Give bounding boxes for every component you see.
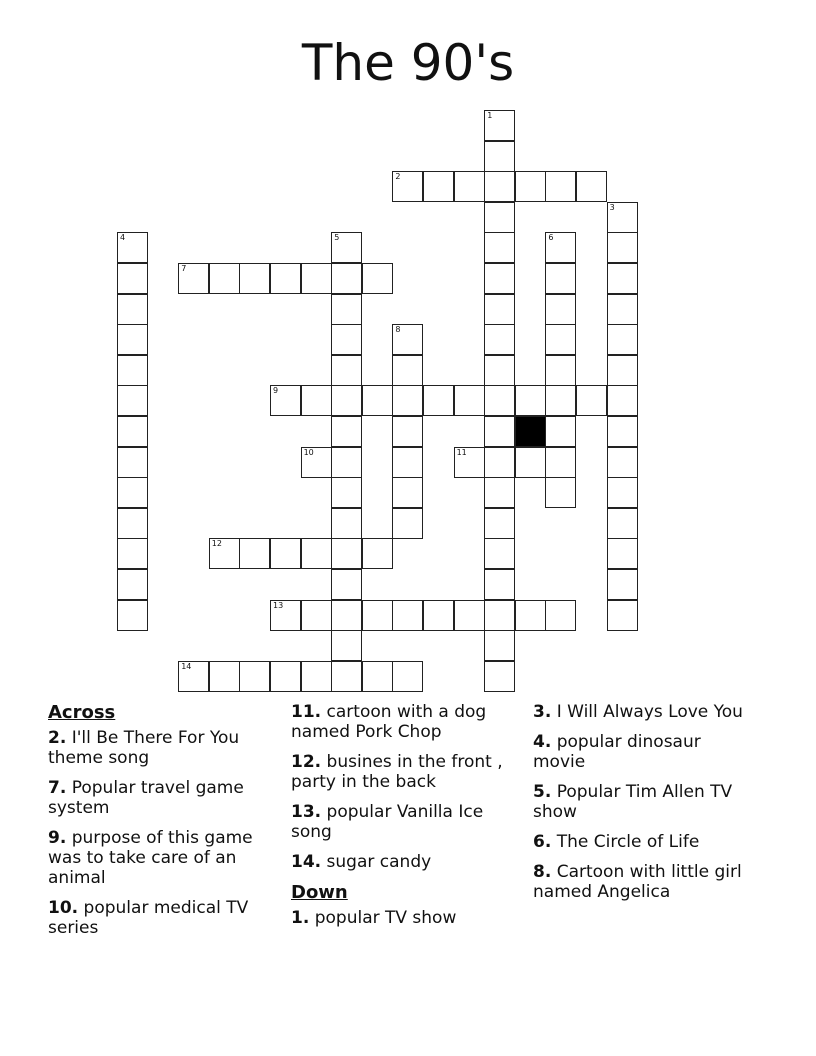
grid-cell[interactable]: [392, 600, 423, 631]
grid-cell[interactable]: [178, 661, 209, 692]
grid-cell[interactable]: [515, 600, 546, 631]
grid-cell[interactable]: [515, 447, 546, 478]
grid-cell[interactable]: [117, 416, 148, 447]
grid-cell[interactable]: [209, 538, 240, 569]
clue-number: 10: [303, 447, 314, 457]
grid-cell[interactable]: [484, 416, 515, 447]
grid-cell[interactable]: [301, 385, 332, 416]
clue-across-12: 12. busines in the front , party in the back: [291, 752, 503, 792]
grid-cell[interactable]: [392, 661, 423, 692]
grid-cell[interactable]: [607, 508, 638, 539]
grid-cell[interactable]: [270, 538, 301, 569]
grid-cell[interactable]: [607, 416, 638, 447]
grid-cell[interactable]: [515, 171, 546, 202]
clue-down-8: 8. Cartoon with little girl named Angelica: [533, 862, 742, 902]
clue-down-6: 6. The Circle of Life: [533, 832, 700, 852]
clue-down-3: 3. I Will Always Love You: [533, 702, 743, 722]
clue-across-7: 7. Popular travel game system: [48, 778, 244, 818]
grid-cell[interactable]: [331, 600, 362, 631]
grid-cell[interactable]: [117, 385, 148, 416]
grid-cell[interactable]: [423, 600, 454, 631]
grid-cell[interactable]: [484, 508, 515, 539]
clue-number: 3: [609, 202, 615, 212]
grid-cell[interactable]: [209, 661, 240, 692]
page-title: The 90's: [301, 34, 515, 92]
clues-column-1: [48, 702, 273, 948]
grid-cell[interactable]: [484, 263, 515, 294]
grid-cell[interactable]: [117, 324, 148, 355]
grid-cell[interactable]: [362, 538, 393, 569]
grid-cell[interactable]: [117, 232, 148, 263]
grid-cell[interactable]: [484, 171, 515, 202]
grid-cell[interactable]: [607, 355, 638, 386]
clue-number: 4: [120, 233, 126, 243]
grid-cell[interactable]: [270, 385, 301, 416]
grid-cell[interactable]: [454, 447, 485, 478]
grid-cell[interactable]: [331, 324, 362, 355]
grid-cell[interactable]: [484, 294, 515, 325]
grid-cell[interactable]: [392, 508, 423, 539]
grid-cell[interactable]: [576, 385, 607, 416]
grid-cell[interactable]: [484, 324, 515, 355]
grid-cell[interactable]: [545, 324, 576, 355]
grid-cell[interactable]: [117, 294, 148, 325]
grid-cell[interactable]: [484, 477, 515, 508]
grid-cell[interactable]: [117, 569, 148, 600]
clue-number: 13: [273, 600, 284, 610]
grid-cell[interactable]: [576, 171, 607, 202]
grid-cell[interactable]: [331, 508, 362, 539]
grid-cell[interactable]: [484, 385, 515, 416]
grid-cell[interactable]: [331, 447, 362, 478]
grid-cell[interactable]: [392, 355, 423, 386]
grid-cell[interactable]: [484, 538, 515, 569]
grid-cell[interactable]: [607, 324, 638, 355]
grid-cell[interactable]: [545, 171, 576, 202]
grid-cell[interactable]: [607, 477, 638, 508]
grid-cell[interactable]: [484, 569, 515, 600]
grid-cell[interactable]: [607, 202, 638, 233]
grid-cell[interactable]: [117, 508, 148, 539]
grid-cell[interactable]: [239, 263, 270, 294]
grid-cell[interactable]: [331, 294, 362, 325]
grid-cell[interactable]: [392, 324, 423, 355]
grid-cell[interactable]: [117, 538, 148, 569]
down-heading: Down: [291, 882, 348, 903]
grid-cell[interactable]: [545, 447, 576, 478]
grid-cell[interactable]: [607, 294, 638, 325]
grid-cell[interactable]: [301, 263, 332, 294]
grid-cell[interactable]: [301, 447, 332, 478]
clue-number: 14: [181, 661, 192, 671]
grid-cell[interactable]: [484, 447, 515, 478]
grid-cell[interactable]: [270, 263, 301, 294]
grid-cell[interactable]: [607, 538, 638, 569]
grid-cell[interactable]: [392, 477, 423, 508]
grid-cell[interactable]: [515, 385, 546, 416]
clue-number: 11: [456, 447, 467, 457]
grid-cell[interactable]: [392, 416, 423, 447]
grid-cell[interactable]: [545, 232, 576, 263]
grid-cell[interactable]: [331, 661, 362, 692]
grid-cell[interactable]: [392, 447, 423, 478]
grid-cell[interactable]: [117, 355, 148, 386]
grid-cell[interactable]: [423, 385, 454, 416]
clue-across-2: 2. I'll Be There For You theme song: [48, 728, 240, 768]
grid-cell[interactable]: [331, 477, 362, 508]
grid-cell[interactable]: [331, 630, 362, 661]
clue-down-4: 4. popular dinosaur movie: [533, 732, 701, 772]
clue-down-1: 1. popular TV show: [291, 908, 457, 928]
grid-cell[interactable]: [545, 600, 576, 631]
clue-across-13: 13. popular Vanilla Ice song: [291, 802, 484, 842]
grid-cell[interactable]: [545, 294, 576, 325]
grid-cell[interactable]: [270, 661, 301, 692]
grid-cell[interactable]: [301, 600, 332, 631]
grid-cell[interactable]: [484, 232, 515, 263]
grid-cell[interactable]: [545, 355, 576, 386]
grid-cell[interactable]: [392, 385, 423, 416]
grid-cell[interactable]: [484, 141, 515, 172]
across-heading: Across: [48, 702, 116, 723]
clue-down-5: 5. Popular Tim Allen TV show: [533, 782, 733, 822]
clue-across-9: 9. purpose of this game was to take care of an animal: [48, 828, 253, 888]
clue-number: 12: [211, 539, 222, 549]
grid-cell[interactable]: [117, 263, 148, 294]
grid-cell[interactable]: [454, 171, 485, 202]
grid-cell[interactable]: [209, 263, 240, 294]
grid-cell[interactable]: [607, 263, 638, 294]
grid-cell[interactable]: [454, 600, 485, 631]
grid-cell[interactable]: [331, 355, 362, 386]
grid-cell[interactable]: [239, 538, 270, 569]
clue-number: 8: [395, 325, 401, 335]
grid-cell[interactable]: [607, 447, 638, 478]
grid-cell[interactable]: [117, 477, 148, 508]
clue-number: 6: [548, 233, 554, 243]
grid-cell[interactable]: [117, 600, 148, 631]
clues-column-3: [533, 702, 758, 912]
clue-number: 9: [273, 386, 279, 396]
clue-number: 5: [334, 233, 340, 243]
black-square: [515, 416, 546, 447]
grid-cell[interactable]: [607, 569, 638, 600]
grid-cell[interactable]: [270, 600, 301, 631]
grid-cell[interactable]: [484, 661, 515, 692]
clue-number: 7: [181, 264, 187, 273]
grid-cell[interactable]: [545, 416, 576, 447]
clue-across-14: 14. sugar candy: [291, 852, 432, 872]
grid-cell[interactable]: [545, 385, 576, 416]
clues-column-2: [291, 702, 516, 938]
grid-cell[interactable]: [331, 569, 362, 600]
grid-cell[interactable]: [454, 385, 485, 416]
grid-cell[interactable]: [362, 263, 393, 294]
grid-cell[interactable]: [117, 447, 148, 478]
grid-cell[interactable]: [239, 661, 270, 692]
grid-cell[interactable]: [484, 355, 515, 386]
clue-number: 1: [487, 111, 493, 120]
grid-cell[interactable]: [362, 661, 393, 692]
grid-cell[interactable]: [178, 263, 209, 294]
grid-cell[interactable]: [392, 171, 423, 202]
grid-cell[interactable]: [607, 232, 638, 263]
grid-cell[interactable]: [545, 263, 576, 294]
grid-cell[interactable]: [484, 600, 515, 631]
clue-across-11: 11. cartoon with a dog named Pork Chop: [291, 702, 487, 742]
grid-cell[interactable]: [362, 600, 393, 631]
grid-cell[interactable]: [484, 110, 515, 141]
grid-cell[interactable]: [607, 600, 638, 631]
grid-cell[interactable]: [331, 385, 362, 416]
grid-cell[interactable]: [607, 385, 638, 416]
grid-cell[interactable]: [484, 202, 515, 233]
grid-cell[interactable]: [423, 171, 454, 202]
grid-cell[interactable]: [331, 538, 362, 569]
grid-cell[interactable]: [301, 538, 332, 569]
grid-cell[interactable]: [545, 477, 576, 508]
grid-cell[interactable]: [301, 661, 332, 692]
grid-cell[interactable]: [331, 263, 362, 294]
grid-cell[interactable]: [331, 416, 362, 447]
grid-cell[interactable]: [331, 232, 362, 263]
grid-cell[interactable]: [362, 385, 393, 416]
grid-cell[interactable]: [484, 630, 515, 661]
clue-number: 2: [395, 172, 401, 182]
clue-across-10: 10. popular medical TV series: [48, 898, 249, 938]
